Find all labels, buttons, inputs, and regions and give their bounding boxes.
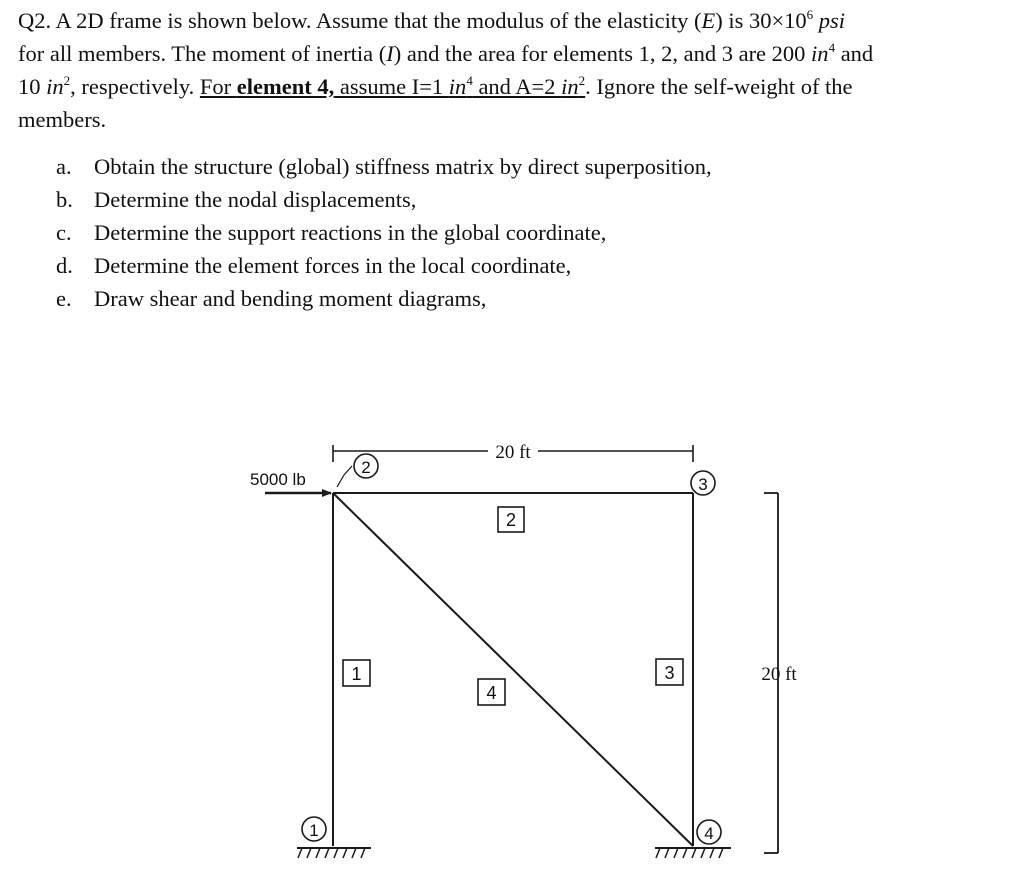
svg-text:1: 1 (309, 821, 319, 840)
node-4 (697, 820, 721, 844)
fixed-support-right (655, 848, 731, 858)
span-label: 20 ft (495, 442, 531, 463)
problem-line-3: 10 $in^2$, respectively. For element 4, assume I=1 $in^4$ and A=2 $in^2$. Ignore the self-weight of the (18, 73, 853, 99)
problem-line-4: members. (18, 107, 107, 132)
task-item: c. Determine the support reactions in the global coordinate, (56, 220, 607, 245)
element-4-label (478, 679, 505, 705)
task-item: d. Determine the element forces in the local coordinate, (56, 253, 572, 278)
task-item: e. Draw shear and bending moment diagrams, (56, 286, 487, 311)
svg-text:3: 3 (664, 663, 675, 683)
member-4 (333, 493, 693, 846)
element4-note: For element 4, assume I=1 $in^4$ and A=2 $in^2$ (199, 73, 586, 99)
element-3-label (656, 659, 683, 685)
element-1-label (343, 660, 370, 686)
node-3 (691, 471, 715, 495)
svg-text:3: 3 (698, 475, 708, 494)
node-2 (337, 454, 378, 487)
svg-text:2: 2 (361, 458, 371, 477)
element-2-label (498, 507, 524, 532)
task-item: a. Obtain the structure (global) stiffness matrix by direct superposition, (56, 154, 712, 179)
question-number: Q2. (18, 8, 52, 33)
task-item: b. Determine the nodal displacements, (56, 187, 417, 212)
height-label: 20 ft (761, 664, 797, 685)
fixed-support-left (297, 848, 371, 858)
svg-text:2: 2 (505, 510, 517, 530)
svg-text:4: 4 (704, 824, 714, 843)
node-1 (302, 817, 326, 841)
svg-text:1: 1 (351, 664, 362, 684)
problem-line-1: Q2. A 2D frame is shown below. Assume that the modulus of the elasticity (E) is $30\times 10^6$ psi (18, 7, 846, 33)
problem-line-2: for all members. The moment of inertia (I) and the area for elements 1, 2, and 3 are 200 $in^4$ and (18, 40, 874, 66)
load-label: 5000 lb (250, 470, 306, 489)
svg-text:4: 4 (486, 683, 497, 703)
